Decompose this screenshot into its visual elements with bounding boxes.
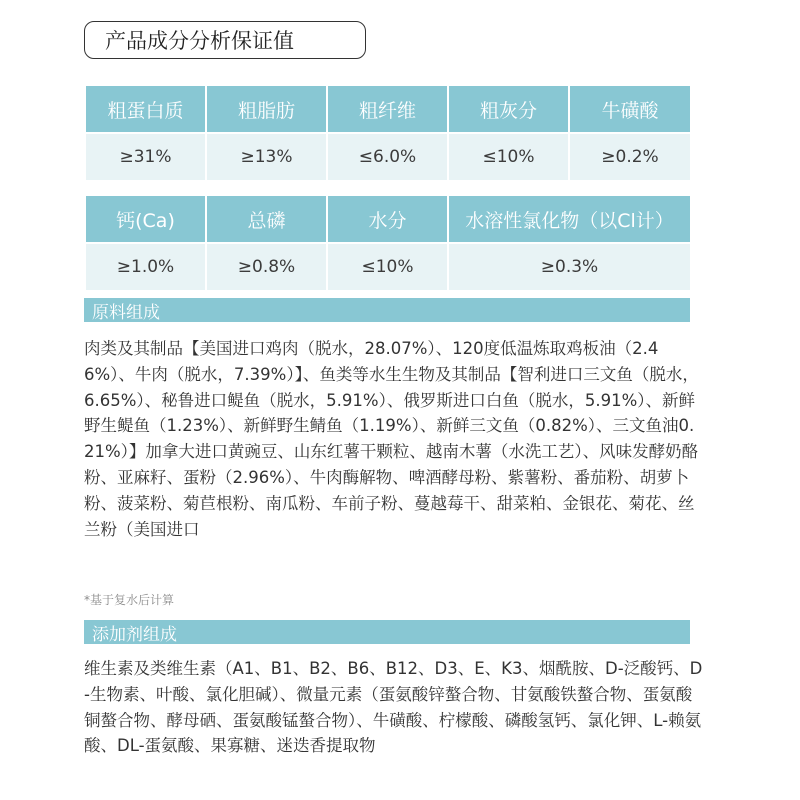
header-cell: 粗纤维 xyxy=(327,85,448,133)
table-value-row xyxy=(85,133,691,181)
ingredients-heading: 原料组成 xyxy=(84,298,690,322)
value-cell: ≥0.3% xyxy=(448,243,691,291)
table-header-row xyxy=(85,85,691,133)
table-value-row xyxy=(85,243,691,291)
header-cell: 水溶性氯化物（以Cl计） xyxy=(448,195,691,243)
value-cell: ≤10% xyxy=(327,243,448,291)
table-header-row xyxy=(85,195,691,243)
header-cell: 总磷 xyxy=(206,195,327,243)
value-cell: ≤6.0% xyxy=(327,133,448,181)
header-cell: 水分 xyxy=(327,195,448,243)
footnote: *基于复水后计算 xyxy=(84,593,175,607)
value-cell: ≥31% xyxy=(85,133,206,181)
header-cell: 钙(Ca) xyxy=(85,195,206,243)
additives-heading: 添加剂组成 xyxy=(84,620,690,644)
additives-text: 维生素及类维生素（A1、B1、B2、B6、B12、D3、E、K3、烟酰胺、D-泛酸钙、D-生物素、叶酸、氯化胆碱）、微量元素（蛋氨酸锌螯合物、甘氨酸铁螯合物、蛋氨酸铜螯合物、酵母硒、蛋氨酸锰螯合物）、牛磺酸、柠檬酸、磷酸氢钙、氯化钾、L-赖氨酸、DL-蛋氨酸、果寡糖、迷迭香提取物 xyxy=(84,659,703,756)
header-cell: 粗脂肪 xyxy=(206,85,327,133)
nutrient-table-secondary xyxy=(84,194,692,292)
page-title: 产品成分分析保证值 xyxy=(84,21,366,59)
header-cell: 粗蛋白质 xyxy=(85,85,206,133)
ingredients-text: 肉类及其制品【美国进口鸡肉（脱水，28.07%）、120度低温炼取鸡板油（2.46%）、牛肉（脱水，7.39%）】、鱼类等水生生物及其制品【智利进口三文鱼（脱水，6.65%）、秘鲁进口鳀鱼（脱水，5.91%）、俄罗斯进口白鱼（脱水，5.91%）、新鲜野生鳀鱼（1.23%）、新鲜野生鲭鱼（1.19%）、新鲜三文鱼（0.82%）、三文鱼油0.21%）】加拿大进口黄豌豆、山东红薯干颗粒、越南木薯（水洗工艺）、风味发酵奶酪粉、亚麻籽、蛋粉（2.96%）、牛肉酶解物、啤酒酵母粉、紫薯粉、番茄粉、胡萝卜粉、菠菜粉、菊苣根粉、南瓜粉、车前子粉、蔓越莓干、甜菜粕、金银花、菊花、丝兰粉（美国进口 xyxy=(84,339,699,539)
header-cell: 粗灰分 xyxy=(448,85,569,133)
value-cell: ≥1.0% xyxy=(85,243,206,291)
header-cell: 牛磺酸 xyxy=(569,85,691,133)
nutrient-table-primary xyxy=(84,84,692,182)
value-cell: ≥0.8% xyxy=(206,243,327,291)
value-cell: ≥13% xyxy=(206,133,327,181)
value-cell: ≥0.2% xyxy=(569,133,691,181)
value-cell: ≤10% xyxy=(448,133,569,181)
